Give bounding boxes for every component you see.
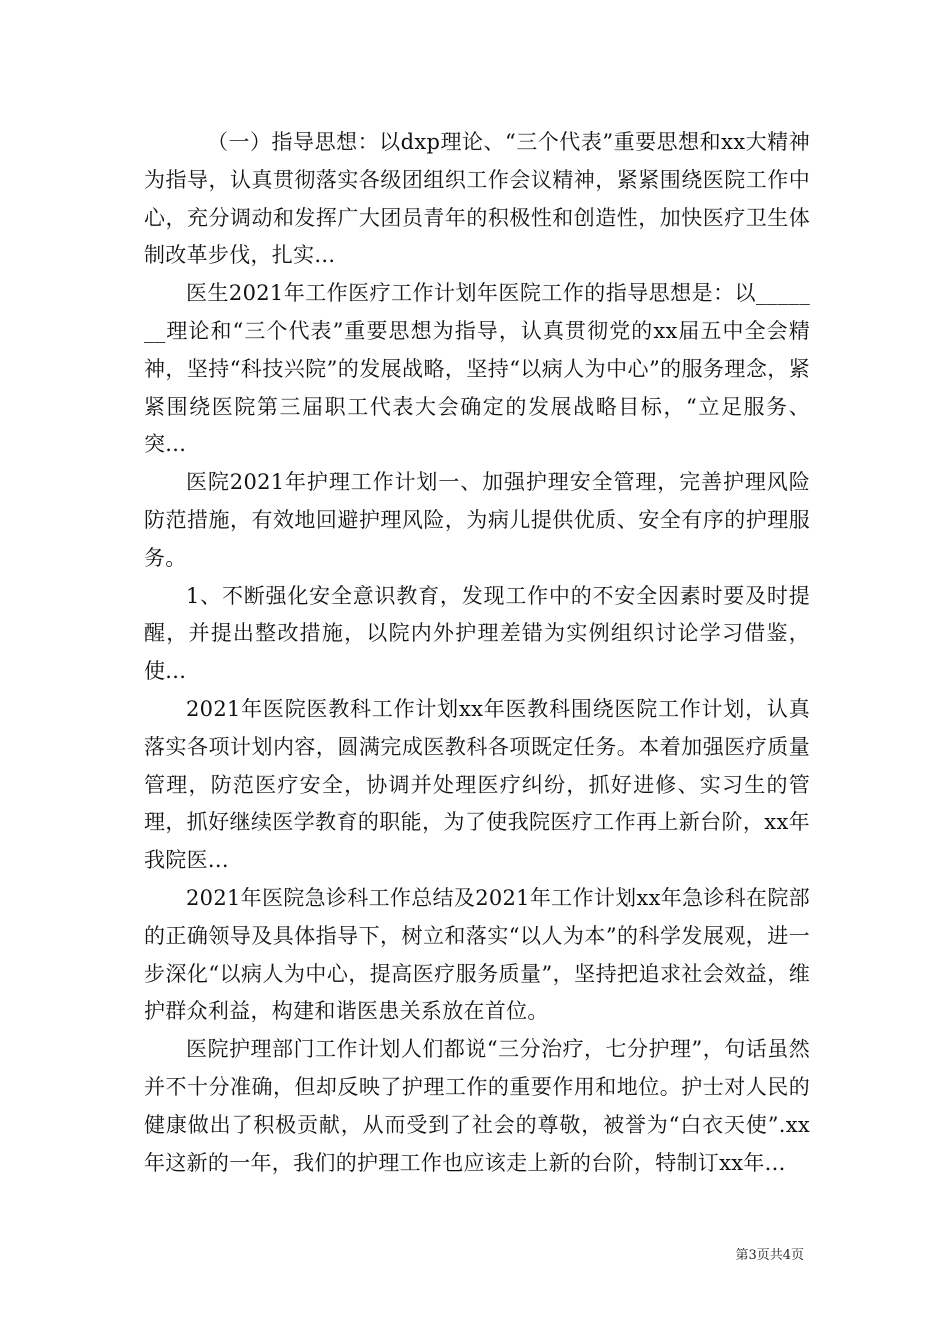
paragraph-safety-education: 1、不断强化安全意识教育，发现工作中的不安全因素时要及时提醒，并提出整改措施，以院内外护理差错为实例组织讨论学习借鉴，使... (144, 583, 810, 684)
paragraph-nursing-dept-plan: 医院护理部门工作计划人们都说“三分治疗，七分护理”，句话虽然并不十分准确，但却反映了护理工作的重要作用和地位。护士对人民的健康做出了积极贡献，从而受到了社会的尊敬，被誉为“白衣天使”.xx年这新的一年，我们的护理工作也应该走上新的台阶，特制订xx年... (144, 1037, 810, 1175)
paragraph-medical-education-plan: 2021年医院医教科工作计划xx年医教科围绕医院工作计划，认真落实各项计划内容，圆满完成医教科各项既定任务。本着加强医疗质量管理，防范医疗安全，协调并处理医疗纠纷，抓好进修、实习生的管理，抓好继续医学教育的职能，为了使我院医疗工作再上新台阶，xx年我院医... (144, 696, 810, 873)
paragraph-emergency-dept-summary: 2021年医院急诊科工作总结及2021年工作计划xx年急诊科在院部的正确领导及具体指导下，树立和落实“以人为本”的科学发展观，进一步深化“以病人为中心，提高医疗服务质量”，坚持把追求社会效益，维护群众利益，构建和谐医患关系放在首位。 (144, 885, 810, 1024)
document-body (144, 124, 810, 1182)
paragraph-doctor-work-plan: 医生2021年工作医疗工作计划年医院工作的指导思想是：以_______理论和“三个代表”重要思想为指导，认真贯彻党的xx届五中全会精神，坚持“科技兴院”的发展战略，坚持“以病人为中心”的服务理念，紧紧围绕医院第三届职工代表大会确定的发展战略目标，“立足服务、突... (144, 281, 810, 457)
paragraph-guiding-ideology: （一）指导思想：以dxp理论、“三个代表”重要思想和xx大精神为指导，认真贯彻落实各级团组织工作会议精神，紧紧围绕医院工作中心，充分调动和发挥广大团员青年的积极性和创造性，加快医疗卫生体制改革步伐，扎实... (144, 130, 810, 268)
page-number: 第3页共4页 (735, 1248, 804, 1263)
paragraph-nursing-work-plan: 医院2021年护理工作计划一、加强护理安全管理，完善护理风险防范措施，有效地回避护理风险，为病儿提供优质、安全有序的护理服务。 (144, 470, 810, 570)
